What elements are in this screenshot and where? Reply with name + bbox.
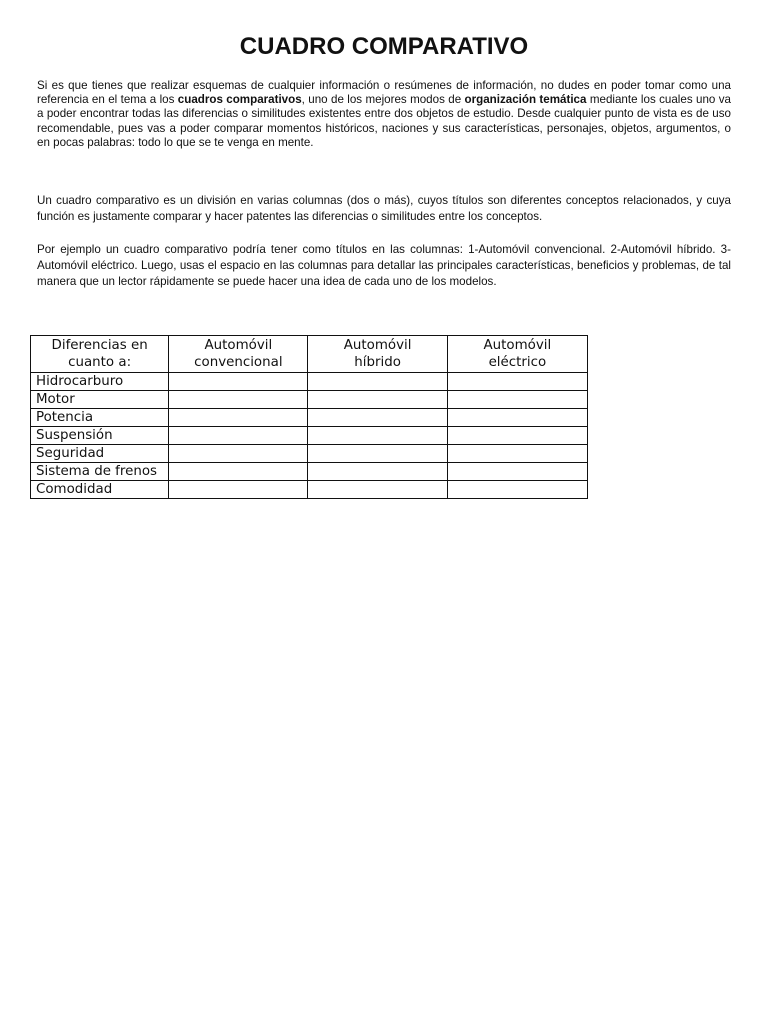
table-cell [169, 427, 308, 445]
table-cell [169, 409, 308, 427]
intro-text-3: mediante los cuales uno va a poder encontrar todas las diferencias o similitudes existentes entre dos objetos de estudio. Desde cualquier punto de vista es de uso recomendable, pues vas a poder comparar momentos históricos, naciones y sus características, personajes, objetos, argumentos, o en pocas palabras: todo lo que se te venga en mente. [37, 93, 731, 149]
page-title: CUADRO COMPARATIVO [239, 33, 529, 60]
row-label: Motor [31, 391, 169, 409]
intro-bold-organizacion: organización temática [464, 93, 587, 107]
table-cell [169, 445, 308, 463]
table-row [31, 427, 588, 445]
table-row [31, 481, 588, 499]
table-cell [308, 373, 447, 391]
header-diferencias [31, 336, 169, 373]
table-row [31, 391, 588, 409]
table-cell [169, 391, 308, 409]
header-line: Automóvil [204, 338, 273, 353]
definition-paragraph: Un cuadro comparativo es un división en varias columnas (dos o más), cuyos títulos son diferentes conceptos relacionados, y cuya función es justamente comparar y hacer patentes las diferencias o similitudes entre los conceptos. [37, 194, 731, 223]
header-line: Automóvil [343, 338, 412, 353]
comparison-table [30, 335, 588, 499]
intro-text-2: , uno de los mejores modos de [301, 93, 465, 107]
row-label: Potencia [31, 409, 169, 427]
table-cell [447, 391, 587, 409]
row-label: Comodidad [31, 481, 169, 499]
table-cell [169, 373, 308, 391]
table-row [31, 463, 588, 481]
table-cell [308, 445, 447, 463]
table-cell [169, 463, 308, 481]
example-paragraph: Por ejemplo un cuadro comparativo podría tener como títulos en las columnas: 1-Automóvil convencional. 2-Automóvil híbrido. 3-Automóvil eléctrico. Luego, usas el espacio en las columnas para detallar las principales características, beneficios y problemas, de tal manera que un lector rápidamente se puede hacer una idea de cada uno de los modelos. [37, 243, 731, 288]
header-line: convencional [194, 355, 283, 370]
table-header-row [31, 336, 588, 373]
header-line: híbrido [354, 355, 401, 370]
header-line: Automóvil [483, 338, 552, 353]
table-cell [447, 481, 587, 499]
header-line: Diferencias en [51, 338, 148, 353]
table-cell [308, 427, 447, 445]
table-cell [308, 481, 447, 499]
table-cell [308, 391, 447, 409]
header-line: eléctrico [488, 355, 547, 370]
table-cell [447, 445, 587, 463]
table-cell [447, 373, 587, 391]
intro-paragraph [37, 79, 731, 150]
intro-bold-cuadros: cuadros comparativos [177, 93, 302, 107]
row-label: Sistema de frenos [31, 463, 169, 481]
table-cell [447, 463, 587, 481]
header-automovil-convencional [169, 336, 308, 373]
table-cell [447, 427, 587, 445]
table-row [31, 373, 588, 391]
table-row [31, 445, 588, 463]
header-automovil-hibrido [308, 336, 447, 373]
table-cell [169, 481, 308, 499]
row-label: Hidrocarburo [31, 373, 169, 391]
row-label: Suspensión [31, 427, 169, 445]
header-line: cuanto a: [68, 355, 132, 370]
header-automovil-electrico [447, 336, 587, 373]
table-cell [308, 409, 447, 427]
row-label: Seguridad [31, 445, 169, 463]
table-row [31, 409, 588, 427]
intro-text-1: Si es que tienes que realizar esquemas de cualquier información o resúmenes de información, no dudes en poder tomar como una referencia en el tema a los [37, 79, 731, 107]
table-cell [308, 463, 447, 481]
table-cell [447, 409, 587, 427]
